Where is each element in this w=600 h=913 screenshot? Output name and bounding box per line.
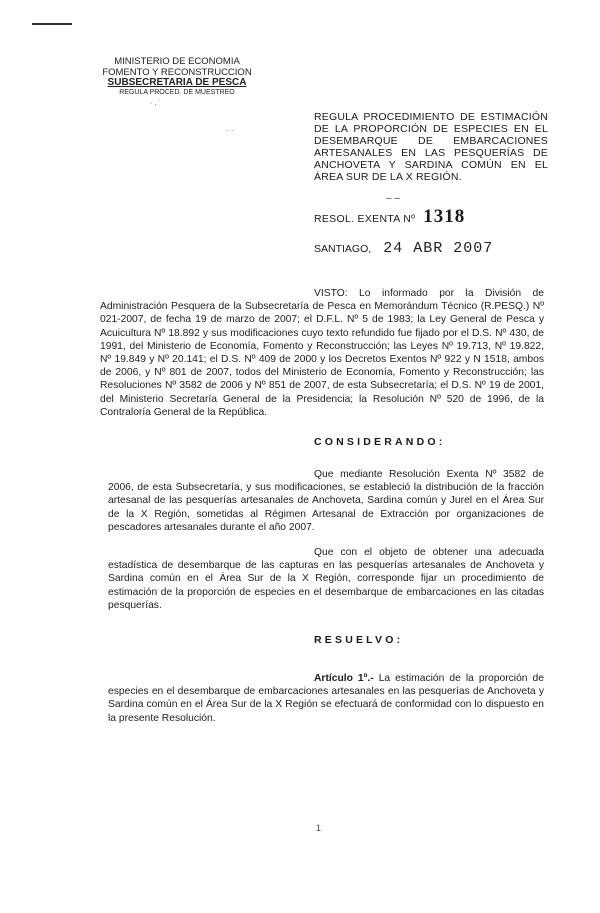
- considerando-heading: CONSIDERANDO:: [314, 436, 446, 448]
- department-line: REGULA PROCED. DE MUESTREO: [119, 88, 235, 96]
- corner-mark: [32, 23, 72, 25]
- article-1-text: La estimación de la proporción de especies en el desembarque de embarcaciones artesanales en las pesquerías de Anchoveta y Sardina común en el Área Sur de la X Región se efectuará de conformidad con lo dispuesto en la presente Resolución.: [108, 673, 544, 724]
- visto-paragraph: VISTO: Lo informado por la División de Administración Pesquera de la Subsecretaría de Pesca en Memorándum Técnico (R.PESQ.) Nº 021-2007, de fecha 19 de marzo de 2007; el D.F.L. Nº 5 de 1983; la Ley General de Pesca y Acuicultura Nº 18.892 y sus modificaciones cuyo texto refundido fue fijado por el D.S. Nº 430, de 1991, del Ministerio de Economía, Fomento y Reconstrucción; las Leyes Nº 19.713, Nº 19.822, Nº 19.849 y Nº 20.141; el D.S. Nº 409 de 2000 y los Decretos Exentos Nº 922 y N 1518, ambos de 2006, y Nº 801 de 2007, todos del Ministerio de Economía, Fomento y Reconstrucción; las Resoluciones Nº 3582 de 2006 y Nº 851 de 2007, de esta Subsecretaría; el D.S. Nº 19 de 2001, del Ministerio Secretaría General de la Presidencia; la Resolución Nº 520 de 1996, de la Contraloría General de la República.: [100, 288, 544, 418]
- date-stamp: 24 ABR 2007: [383, 240, 494, 257]
- resolution-label: RESOL. EXENTA Nº: [314, 213, 416, 225]
- resolution-number: 1318: [423, 206, 466, 227]
- date-line: [314, 240, 554, 257]
- article-1-paragraph: [108, 672, 544, 725]
- letterhead: [92, 57, 262, 97]
- considerando-paragraph: Que con el objeto de obtener una adecuada estadística de desembarque de las capturas en las pesquerías artesanales de Anchoveta y Sardina común en el Área Sur de la X Región, corresponde fijar un procedimiento de estimación de la proporción de especies en el desembarque de embarcaciones en las citadas pesquerías.: [108, 547, 544, 611]
- handwritten-mark: – –: [386, 193, 400, 204]
- subject-block: REGULA PROCEDIMIENTO DE ESTIMACIÓN DE LA PROPORCIÓN DE ESPECIES EN EL DESEMBARQUE DE EMBARCACIONES ARTESANALES EN LAS PESQUERÍAS DE ANCHOVETA Y SARDINA COMÚN EN EL ÁREA SUR DE LA X REGIÓN.: [314, 111, 548, 183]
- resolution-number-line: [314, 206, 554, 228]
- article-1-label: Artículo 1º.-: [314, 673, 374, 684]
- subsecretaria-line: SUBSECRETARIA DE PESCA: [107, 77, 247, 88]
- place-label: SANTIAGO,: [314, 243, 372, 255]
- ministry-line-2: FOMENTO Y RECONSTRUCCION: [102, 66, 252, 78]
- considerando-paragraph: Que mediante Resolución Exenta Nº 3582 de 2006, de esta Subsecretaría, y sus modificaciones, se estableció la distribución de la fracción artesanal de las pesquerías artesanales de Anchoveta, Sardina común y Jurel en el Área Sur de la X Región, sometidas al Régimen Artesanal de Extracción por organizaciones de pescadores artesanales durante el año 2007.: [108, 469, 544, 533]
- scan-smudge: ⸱ ⸳ ˙: [150, 99, 162, 108]
- ministry-line: MINISTERIO DE ECONOMIA: [114, 56, 240, 67]
- resuelvo-heading: RESUELVO:: [314, 634, 404, 646]
- page-number: 1: [316, 823, 322, 833]
- scan-smudge: · ·: [226, 126, 234, 135]
